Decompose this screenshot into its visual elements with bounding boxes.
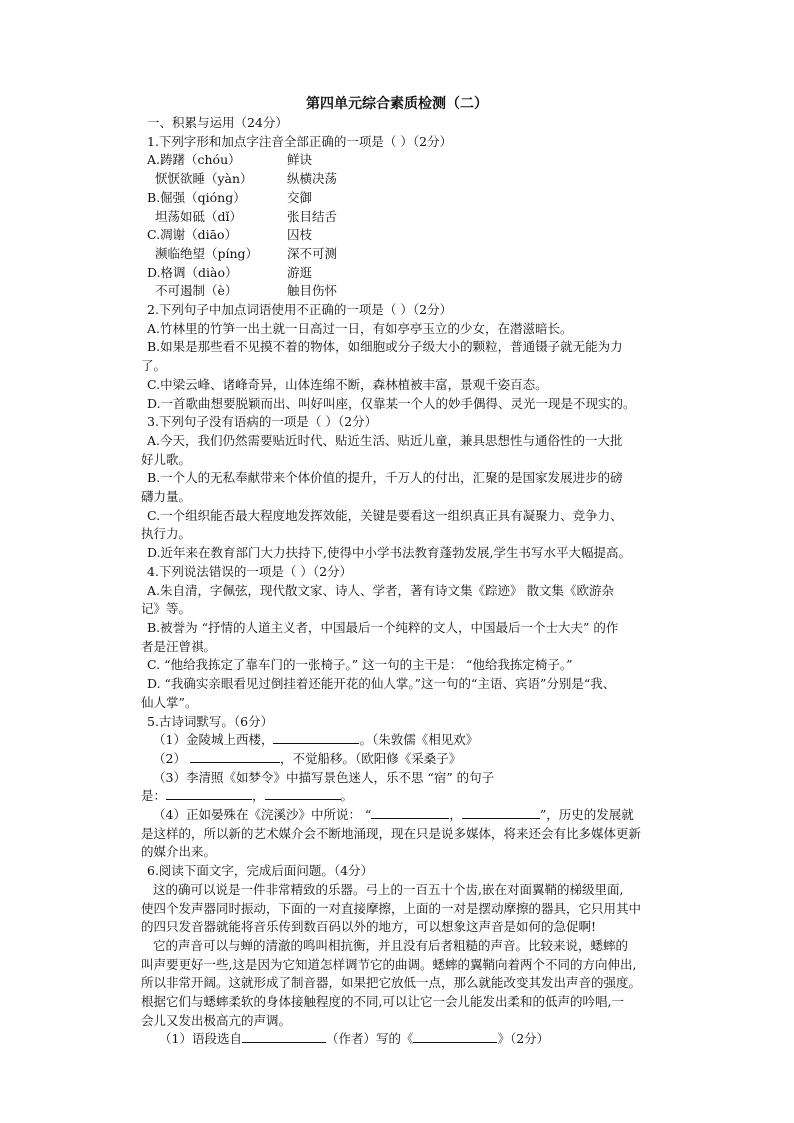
answer-blank[interactable]: [242, 1030, 326, 1043]
question-4-option-c: C. “他给我拣定了靠车门的一张椅子。” 这一句的主干是： “他给我拣定椅子。”: [147, 657, 573, 673]
q5-1-suffix: 。（朱敦儒《相见欢》: [359, 732, 479, 748]
question-2-option-d: D.一首歌曲想要脱颖而出、叫好叫座，仅靠某一个人的妙手偶得、灵光一现是不现实的。: [147, 395, 636, 411]
passage-line: 根据它们与蟋蟀柔软的身体接触程度的不同,可以让它一会儿能发出柔和的低声的吟唱,一: [141, 994, 624, 1010]
option-word: B.倔强（qióng）: [147, 189, 246, 205]
question-5-part-3-cont: [141, 787, 677, 806]
option-word: 囚枝: [287, 227, 313, 243]
q5-4-prefix: （4）正如晏殊在《浣溪沙》中所说： “: [153, 807, 372, 823]
q6-1-mid: （作者）写的《: [325, 1031, 414, 1047]
option-word: 坦荡如砥（dǐ）: [147, 208, 242, 224]
option-word: 深不可测: [287, 245, 338, 261]
question-2-option-c: C.中梁云峰、诸峰奇异，山体连绵不断，森林植被丰富，景观千姿百态。: [147, 376, 548, 392]
passage-line: 所以非常开阔。这就形成了制音器，如果把它放低一点，那么就能改变其发出声音的强度。: [141, 975, 642, 991]
section-heading: 一、积累与运用（24分）: [147, 115, 288, 130]
question-5-part-1: [147, 731, 677, 750]
exam-content: [141, 114, 677, 1049]
q5-2-prefix: （2）: [153, 750, 190, 766]
q6-1-suffix: 》（2分）: [497, 1031, 550, 1047]
question-6-stem: 6.阅读下面文字，完成后面问题。（4分）: [147, 863, 374, 879]
question-1-option-row: [147, 264, 677, 283]
question-5-part-4-cont: 是这样的，所以新的艺术媒介会不断地涌现，现在只是说多媒体，将来还会有比多媒体更新: [141, 825, 642, 841]
option-word: 不可遏制（è）: [147, 283, 238, 299]
question-5-part-4-end: 的媒介出来。: [141, 844, 217, 860]
question-4-option-d-cont: 仙人掌”。: [141, 694, 198, 710]
question-2-option-b: B.如果是那些看不见摸不着的物体，如细胞或分子级大小的颗粒，普通镊子就无能为力: [147, 339, 623, 355]
question-4-stem: 4.下列说法错误的一项是（ ）（2分）: [147, 563, 353, 579]
question-6-sub-1: [147, 1030, 677, 1049]
question-5-stem: 5.古诗词默写。（6分）: [147, 713, 274, 729]
option-word: 鲜诀: [287, 152, 313, 168]
option-word: D.格调（diào）: [147, 264, 238, 280]
question-1-option-row: [147, 226, 677, 245]
question-3-option-b-cont: 礴力量。: [141, 489, 192, 505]
question-1-options: [147, 151, 677, 301]
question-2-option-b-cont: 了。: [141, 358, 167, 374]
question-3-option-b: B.一个人的无私奉献带来个体价值的提升，千万人的付出，汇聚的是国家发展进步的磅: [147, 470, 623, 486]
question-4-option-a: A.朱自清，字佩弦，现代散文家、诗人、学者，著有诗文集《踪迹》 散文集《欧游杂: [147, 582, 614, 598]
question-3-option-d: D.近年来在教育部门大力扶持下,使得中小学书法教育蓬勃发展,学生书写水平大幅提高。: [147, 545, 631, 561]
question-3-option-a: A.今天，我们仍然需要贴近时代、贴近生活、贴近儿童，兼具思想性与通俗性的一大批: [147, 432, 623, 448]
question-4-option-d: D. “我确实亲眼看见过倒挂着还能开花的仙人掌。”这一句的“主语、宾语”分别是“我、: [147, 676, 616, 692]
question-4-option-b-cont: 者是汪曾祺。: [141, 638, 217, 654]
question-1-option-row: [147, 245, 677, 264]
passage-line: 的四只发音器就能将音乐传到数百码以外的地方，可以想象这声音是如何的急促啊!: [141, 919, 597, 935]
passage-line: 会儿又发出极高亢的声调。: [141, 1012, 292, 1028]
option-word: 游逛: [287, 264, 313, 280]
option-word: C.凋谢（diāo）: [147, 227, 238, 243]
question-2-option-a: A.竹林里的竹笋一出土就一日高过一日，有如亭亭玉立的少女，在潜滋暗长。: [147, 320, 573, 336]
option-word: 张目结舌: [287, 208, 338, 224]
option-word: 纵横决荡: [287, 171, 338, 187]
option-word: A.踌躇（chóu）: [147, 152, 241, 168]
answer-blank[interactable]: [190, 750, 280, 763]
question-3-option-c: C.一个组织能否最大程度地发挥效能，关键是要看这一组织真正具有凝聚力、竞争力、: [147, 507, 623, 523]
question-1-option-row: [147, 151, 677, 170]
option-word: 濒临绝望（píng）: [147, 245, 258, 261]
answer-blank[interactable]: [166, 787, 252, 800]
q5-4-mid: ，: [449, 807, 462, 823]
option-word: 交御: [287, 189, 313, 205]
question-1-option-row: [147, 170, 677, 189]
passage-line: 这的确可以说是一件非常精致的乐器。弓上的一百五十个齿,嵌在对面翼鞘的梯级里面,: [153, 881, 624, 897]
option-word: 触目伤怀: [287, 283, 338, 299]
question-2-stem: 2.下列句子中加点词语使用不正确的一项是（ ）（2分）: [147, 302, 453, 318]
q5-3-mid: ，: [252, 788, 265, 804]
page-title: 第四单元综合素质检测（二）: [306, 96, 488, 112]
question-3-stem: 3.下列句子没有语病的一项是（ ）（2分）: [147, 414, 378, 430]
question-1-option-row: [147, 282, 677, 301]
question-5-part-4: [147, 806, 677, 825]
question-3-option-c-cont: 执行力。: [141, 526, 192, 542]
question-3-option-a-cont: 好儿歌。: [141, 451, 192, 467]
answer-blank[interactable]: [462, 806, 540, 819]
q5-3-prefix: 是：: [141, 788, 167, 804]
question-1-option-row: [147, 208, 677, 227]
option-word: 恹恹欲睡（yàn）: [147, 171, 253, 187]
question-5-part-3: （3）李清照《如梦令》中描写景色迷人，乐不思 “宿” 的句子: [153, 769, 495, 785]
q5-3-suffix: 。: [340, 788, 354, 804]
passage-line: 使四个发声器同时振动，下面的一对直接摩擦，上面的一对是摆动摩擦的器具，它只用其中: [141, 900, 642, 916]
q5-1-prefix: （1）金陵城上西楼，: [153, 732, 274, 748]
question-4-option-a-cont: 记》等。: [141, 601, 192, 617]
question-5-part-2: [147, 750, 677, 769]
q6-1-prefix: （1）语段选自: [159, 1031, 242, 1047]
question-4-option-b: B.被誉为 “抒情的人道主义者，中国最后一个纯粹的文人，中国最后一个士大夫” 的作: [147, 619, 619, 635]
passage-line: 它的声音可以与蝉的清澈的鸣叫相抗衡，并且没有后者粗糙的声音。比较来说，蟋蟀的: [153, 937, 629, 953]
q5-4-suffix: ”，历史的发展就: [539, 807, 634, 823]
passage-line: 叫声要更好一些,这是因为它知道怎样调节它的曲调。蟋蟀的翼鞘向着两个不同的方向伸出,: [141, 956, 637, 972]
question-1-stem: 1.下列字形和加点字注音全部正确的一项是（ ）（2分）: [147, 133, 453, 149]
answer-blank[interactable]: [371, 806, 449, 819]
answer-blank[interactable]: [273, 731, 359, 744]
answer-blank[interactable]: [265, 787, 341, 800]
answer-blank[interactable]: [413, 1030, 497, 1043]
question-1-option-row: [147, 189, 677, 208]
q5-2-suffix: ，不觉船移。（欧阳修《采桑子》: [279, 750, 462, 766]
